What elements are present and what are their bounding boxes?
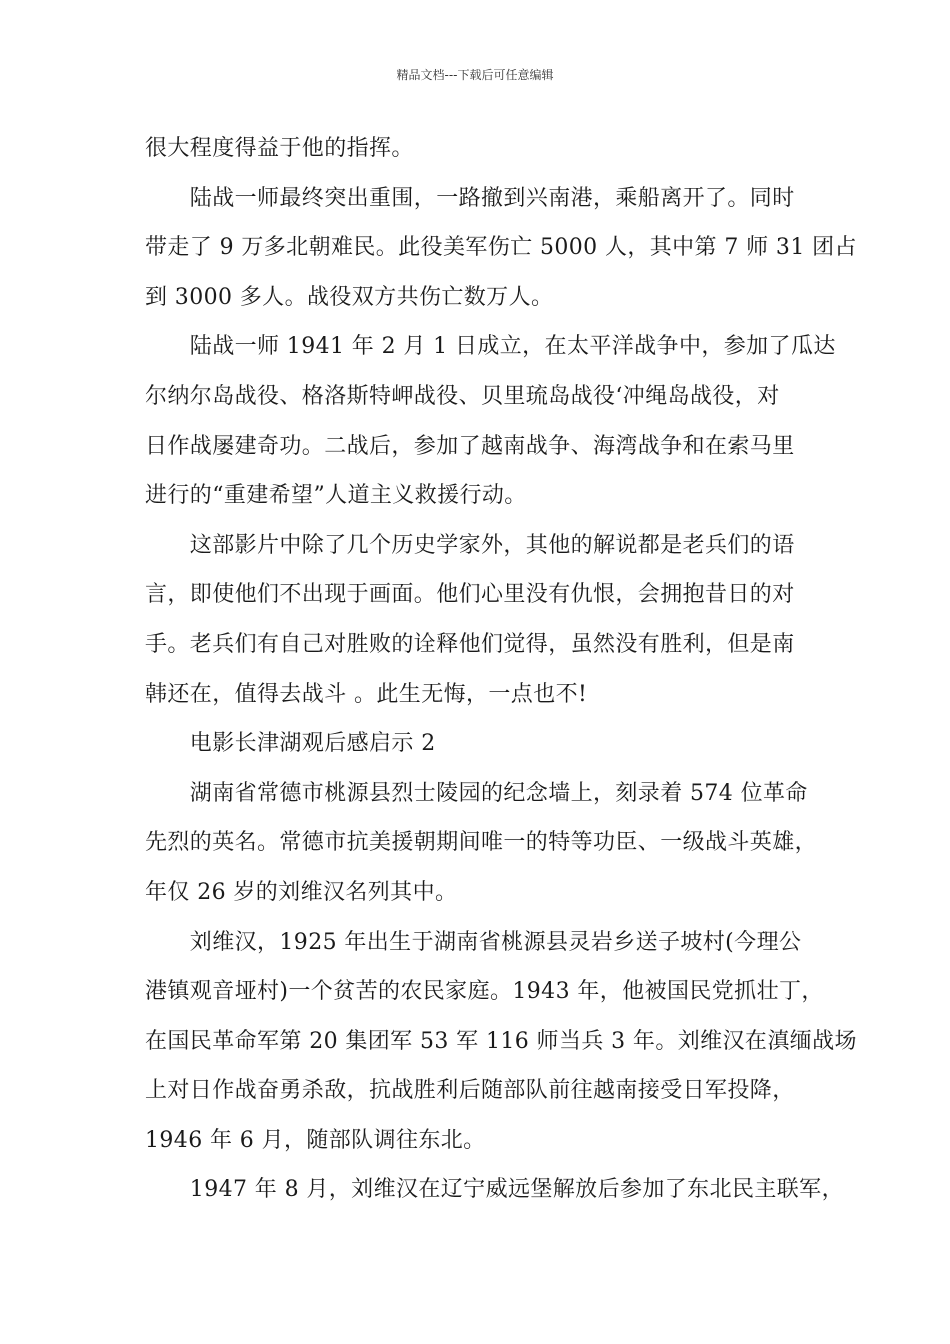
text-line: 言，即使他们不出现于画面。他们心里没有仇恨，会拥抱昔日的对	[145, 582, 795, 608]
text-line: 湖南省常德市桃源县烈士陵园的纪念墙上，刻录着 574 位革命	[145, 780, 808, 806]
text-line: 上对日作战奋勇杀敌，抗战胜利后随部队前往越南接受日军投降，	[145, 1078, 795, 1104]
text-line: 尔纳尔岛战役、格洛斯特岬战役、贝里琉岛战役‘冲绳岛战役，对	[145, 383, 780, 409]
text-line: 在国民革命军第 20 集团军 53 军 116 师当兵 3 年。刘维汉在滇缅战场	[145, 1028, 857, 1054]
text-line: 这部影片中除了几个历史学家外，其他的解说都是老兵们的语	[145, 532, 795, 558]
text-line: 日作战屡建奇功。二战后，参加了越南战争、海湾战争和在索马里	[145, 433, 795, 459]
text-line: 进行的“重建希望”人道主义救援行动。	[145, 483, 527, 509]
text-line: 陆战一师 1941 年 2 月 1 日成立，在太平洋战争中，参加了瓜达	[145, 334, 836, 360]
text-line: 1946 年 6 月，随部队调往东北。	[145, 1127, 486, 1153]
text-line: 韩还在，值得去战斗 。此生无悔，一点也不!	[145, 681, 588, 707]
text-line: 刘维汉，1925 年出生于湖南省桃源县灵岩乡送子坡村(今理公	[145, 929, 802, 955]
document-body	[145, 124, 857, 1215]
text-line: 港镇观音垭村)一个贫苦的农民家庭。1943 年，他被国民党抓壮丁，	[145, 979, 824, 1005]
text-line: 带走了 9 万多北朝难民。此役美军伤亡 5000 人，其中第 7 师 31 团占	[145, 235, 857, 261]
section-heading: 电影长津湖观后感启示 2	[145, 731, 436, 757]
text-line: 手。老兵们有自己对胜败的诠释他们觉得，虽然没有胜利，但是南	[145, 631, 795, 657]
text-line: 很大程度得益于他的指挥。	[145, 136, 414, 161]
page-header: 精品文档---下载后可任意编辑	[396, 68, 554, 82]
text-line: 先烈的英名。常德市抗美援朝期间唯一的特等功臣、一级战斗英雄，	[145, 830, 818, 856]
text-line: 1947 年 8 月，刘维汉在辽宁威远堡解放后参加了东北民主联军，	[145, 1177, 844, 1203]
text-line: 年仅 26 岁的刘维汉名列其中。	[145, 879, 458, 905]
text-line: 陆战一师最终突出重围，一路撤到兴南港，乘船离开了。同时	[145, 185, 795, 211]
text-line: 到 3000 多人。战役双方共伤亡数万人。	[145, 284, 554, 310]
